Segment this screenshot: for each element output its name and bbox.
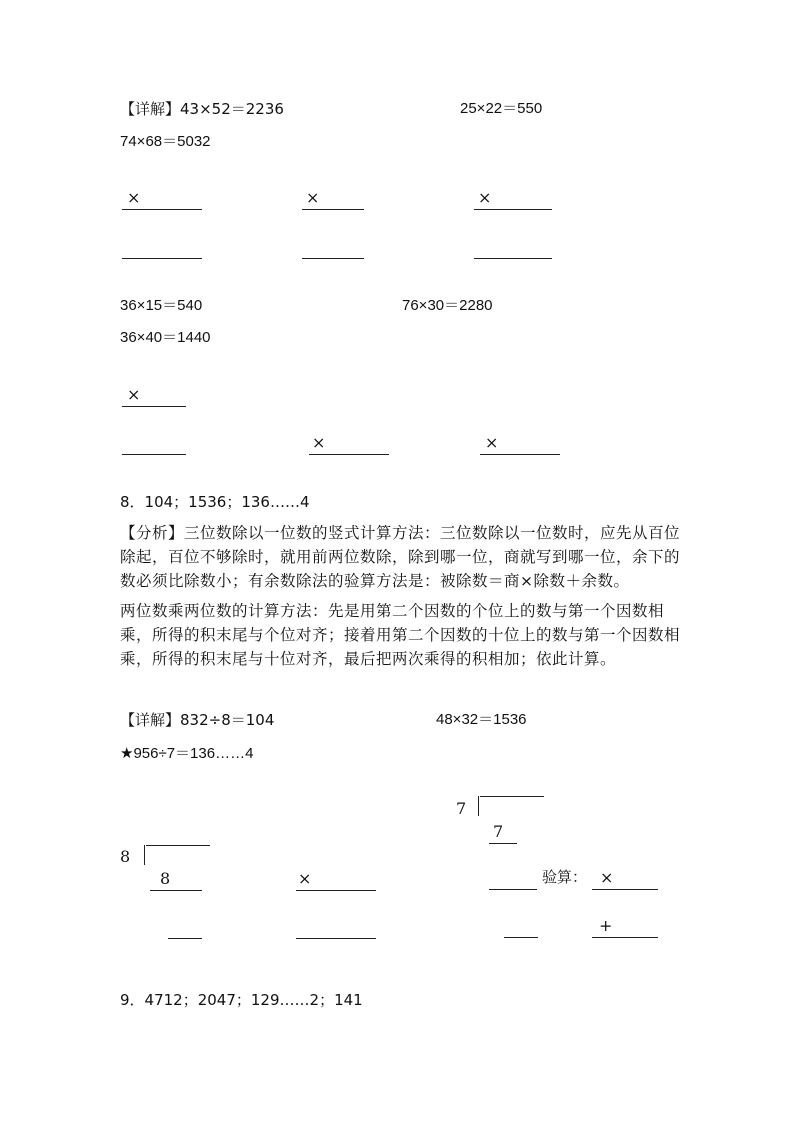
analysis-paragraph: 【分析】三位数除以一位数的竖式计算方法：三位数除以一位数时，应先从百位除起，百位不够除时，就用前两位数除，除到哪一位，商就写到哪一位，余下的数必须比除数小；有余数除法的验算方法是：被除数＝商×除数＋余数。	[120, 524, 681, 590]
equation-43x52: 【详解】43×52＝2236	[120, 100, 284, 118]
calc-number: 7	[493, 822, 504, 841]
equation-25x22: 25×22＝550	[460, 100, 543, 117]
calc-operator: ×	[306, 188, 320, 207]
check-label: 验算：	[542, 868, 588, 886]
calc-operator: ×	[478, 188, 492, 207]
question-8-answers: 8．104；1536；136……4	[120, 493, 310, 511]
calc-number: 8	[120, 847, 131, 866]
analysis-paragraph: 两位数乘两位数的计算方法：先是用第二个因数的个位上的数与第一个因数相乘，所得的积末尾与个位对齐；接着用第二个因数的十位上的数与第一个因数相乘，所得的积末尾与十位对齐，最后把两次乘得的积相加；依此计算。	[120, 602, 681, 668]
calc-operator: ×	[485, 433, 499, 452]
calc-operator: +	[599, 916, 613, 935]
calc-number: 7	[456, 799, 467, 818]
analysis-text	[120, 521, 680, 677]
equation-832div8: 【详解】832÷8＝104	[120, 711, 275, 729]
calc-operator: ×	[127, 188, 141, 207]
calc-operator: ×	[312, 433, 326, 452]
calc-operator: ×	[127, 385, 141, 404]
question-9-answers: 9．4712；2047；129……2；141	[120, 991, 363, 1009]
equation-36x40: 36×40＝1440	[120, 329, 211, 346]
calc-operator: ×	[600, 868, 614, 887]
equation-36x15: 36×15＝540	[120, 297, 203, 314]
equation-76x30: 76×30＝2280	[402, 297, 493, 314]
calc-number: 8	[160, 869, 171, 888]
equation-48x32: 48×32＝1536	[436, 711, 527, 728]
equation-956div7: ★956÷7＝136……4	[120, 745, 254, 762]
calc-operator: ×	[298, 869, 312, 888]
equation-74x68: 74×68＝5032	[120, 133, 211, 150]
